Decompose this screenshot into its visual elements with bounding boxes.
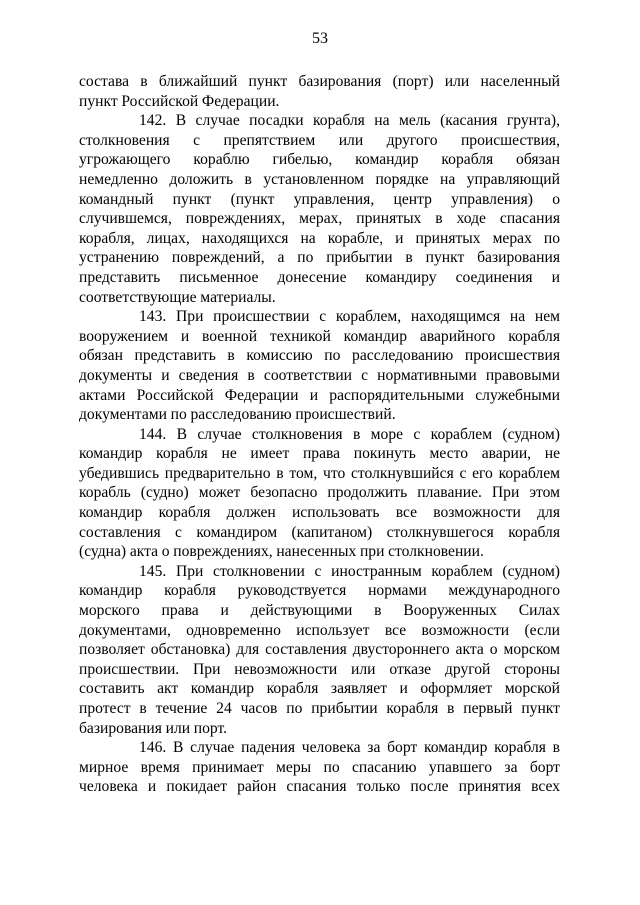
text-line: 143. При происшествии с кораблем, находящимся на нем (139, 308, 560, 326)
text-line: командир корабля должен использовать все возможности для (79, 504, 560, 522)
text-line: составить акт командир корабля заявляет и оформляет морской (79, 680, 560, 698)
paragraph-144 (79, 425, 560, 562)
text-line: 144. В случае столкновения в море с кораблем (судном) (139, 425, 560, 443)
text-line: представить письменное донесение командиру соединения и (79, 268, 560, 286)
text-line: составления с командиром (капитаном) столкнувшегося корабля (79, 523, 560, 541)
text-line: мирное время принимает меры по спасанию упавшего за борт (79, 758, 560, 776)
text-line: соответствующие материалы. (79, 288, 276, 306)
text-line: 146. В случае падения человека за борт командир корабля в (139, 739, 560, 757)
text-line: 142. В случае посадки корабля на мель (касания грунта), (139, 112, 560, 130)
text-line: документами, одновременно использует все возможности (если (79, 621, 560, 639)
paragraph-continuation (79, 72, 560, 111)
text-line: базирования или порт. (79, 719, 228, 737)
text-line: корабль (судно) может безопасно продолжить плавание. При этом (79, 484, 560, 502)
text-line: угрожающего кораблю гибелью, командир корабля обязан (79, 151, 560, 169)
paragraph-142 (79, 111, 560, 307)
text-line: немедленно доложить в установленном порядке на управляющий (79, 170, 560, 188)
text-line: случившемся, повреждениях, мерах, принятых в ходе спасания (79, 210, 560, 228)
text-line: позволяет обстановка) для составления двустороннего акта о морском (79, 641, 560, 659)
text-line: происшествии. При невозможности или отказе другой стороны (79, 660, 560, 678)
text-body (79, 72, 560, 797)
text-line: морского права и действующими в Вооруженных Силах (79, 602, 560, 620)
text-line: документы и сведения в соответствии с нормативными правовыми (79, 366, 560, 384)
text-line: (судна) акта о повреждениях, нанесенных при столкновении. (79, 543, 484, 561)
text-line: устранению повреждений, а по прибытии в пункт базирования (79, 249, 560, 267)
text-line: корабля, лицах, находящихся на корабле, и принятых мерах по (79, 229, 560, 247)
text-line: убедившись предварительно в том, что столкнувшийся с его кораблем (79, 464, 560, 482)
text-line: командир корабля руководствуется нормами международного (79, 582, 560, 600)
text-line: столкновения с препятствием или другого происшествия, (79, 131, 560, 149)
text-line: 145. При столкновении с иностранным кораблем (судном) (139, 562, 560, 580)
text-line: командный пункт (пункт управления, центр управления) о (79, 190, 560, 208)
text-line: состава в ближайший пункт базирования (порт) или населенный (79, 73, 560, 90)
text-line: человека и покидает район спасания только после принятия всех (79, 778, 560, 796)
text-line: пункт Российской Федерации. (79, 92, 280, 110)
text-line: протест в течение 24 часов по прибытии корабля в первый пункт (79, 700, 560, 717)
paragraph-146 (79, 738, 560, 797)
text-line: документами по расследованию происшествий. (79, 406, 396, 424)
paragraph-143 (79, 307, 560, 425)
paragraph-145 (79, 562, 560, 738)
page-number: 53 (312, 30, 328, 47)
text-line: вооружением и военной техникой командир аварийного корабля (79, 327, 560, 345)
text-line: командир корабля не имеет права покинуть место аварии, не (79, 445, 560, 463)
text-line: актами Российской Федерации и распорядительными служебными (79, 386, 560, 404)
text-line: обязан представить в комиссию по расследованию происшествия (79, 347, 560, 365)
